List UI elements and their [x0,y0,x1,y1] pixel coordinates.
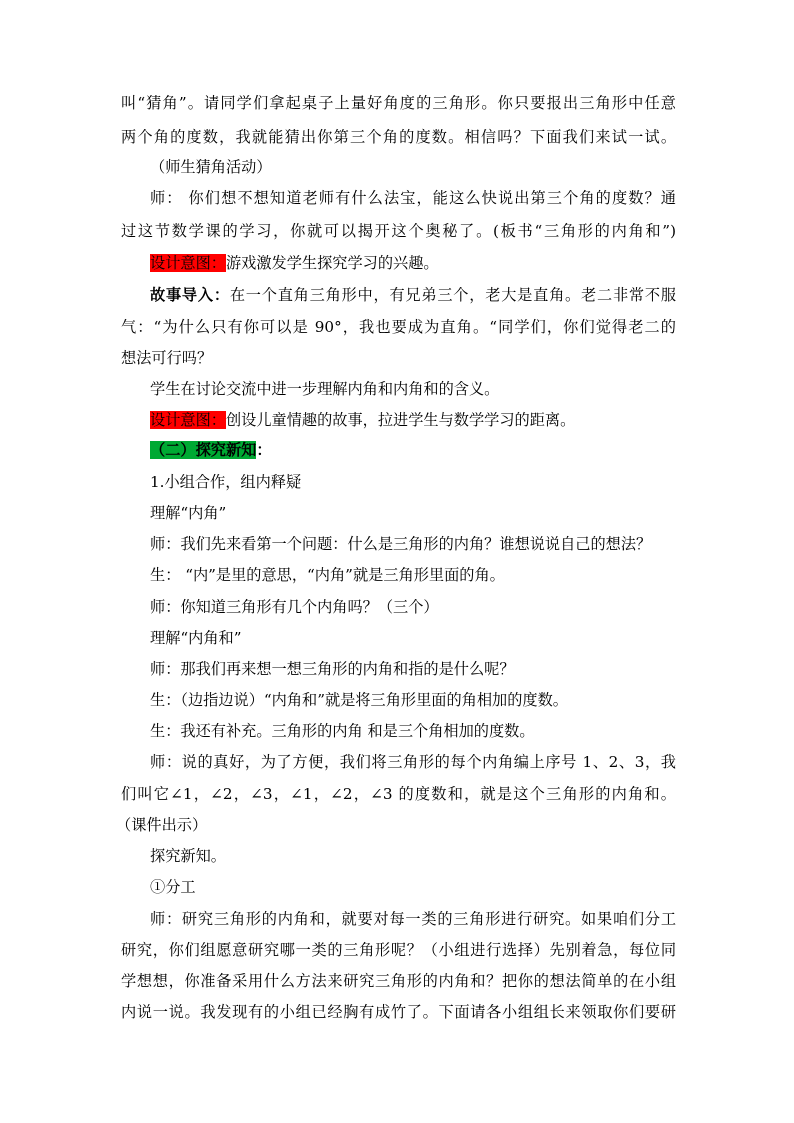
section-title: （二）探究新知 [150,441,257,459]
text-line: 们叫它∠1，∠2，∠3，∠1，∠2，∠3 的度数和，就是这个三角形的内角和。 [121,785,676,803]
section-heading [150,440,272,462]
text-line: （课件出示） [116,816,208,834]
story-line [150,285,676,307]
text-line: ①分工 [150,878,196,896]
text-line: 想法可行吗？ [121,349,213,367]
text-line: 师：那我们再来想一想三角形的内角和指的是什么呢？ [150,660,515,678]
design-intent-label: 设计意图： [150,411,226,429]
design-intent-text: 创设儿童情趣的故事，拉进学生与数学学习的距离。 [225,411,576,429]
text-line: 理解“内角和” [150,629,242,647]
story-text: 在一个直角三角形中，有兄弟三个，老大是直角。老二非常不服 [229,286,677,304]
text-line: 过这节数学课的学习，你就可以揭开这个奥秘了。(板书“三角形的内角和”) [121,222,676,240]
design-intent-text: 游戏激发学生探究学习的兴趣。 [225,254,439,272]
text-line: 探究新知。 [150,847,226,865]
text-line: 叫“猜角”。请同学们拿起桌子上量好角度的三角形。你只要报出三角形中任意 [121,94,676,112]
text-line: 生：我还有补充。三角形的内角 和是三个角相加的度数。 [150,722,535,740]
text-line: 生：（边指边说）“内角和”就是将三角形里面的角相加的度数。 [150,691,568,709]
text-line: 师： 你们想不想知道老师有什么法宝，能这么快说出第三个角的度数？通 [150,189,676,207]
story-label: 故事导入： [150,286,230,304]
text-line: 内说一说。我发现有的小组已经胸有成竹了。下面请各小组组长来领取你们要研 [121,1003,676,1021]
text-line: 师：你知道三角形有几个内角吗？（三个） [150,598,439,616]
text-line: 学想想，你准备采用什么方法来研究三角形的内角和？把你的想法简单的在小组 [121,972,676,990]
text-line: （师生猜角活动） [150,158,272,176]
design-intent-line [150,253,439,275]
text-line: 1.小组合作，组内释疑 [150,473,302,491]
text-line: 师：研究三角形的内角和，就要对每一类的三角形进行研究。如果咱们分工 [150,910,676,928]
design-intent-label: 设计意图： [150,254,226,272]
text-line: 学生在讨论交流中进一步理解内角和内角和的含义。 [150,380,500,398]
text-line: 师：说的真好，为了方便，我们将三角形的每个内角编上序号 1、2、3，我 [150,753,676,771]
section-colon: ： [256,441,272,459]
design-intent-line [150,410,575,432]
text-line: 理解“内角” [150,504,227,522]
text-line: 师：我们先来看第一个问题：什么是三角形的内角？谁想说说自己的想法？ [150,535,652,553]
text-line: 两个角的度数，我就能猜出你第三个角的度数。相信吗？下面我们来试一试。 [121,128,676,146]
text-line: 生： “内”是里的意思，“内角”就是三角形里面的角。 [150,566,505,584]
text-line: 气：“为什么只有你可以是 90°，我也要成为直角。“同学们，你们觉得老二的 [121,318,676,336]
text-line: 研究，你们组愿意研究哪一类的三角形呢？（小组进行选择）先别着急，每位同 [121,941,676,959]
